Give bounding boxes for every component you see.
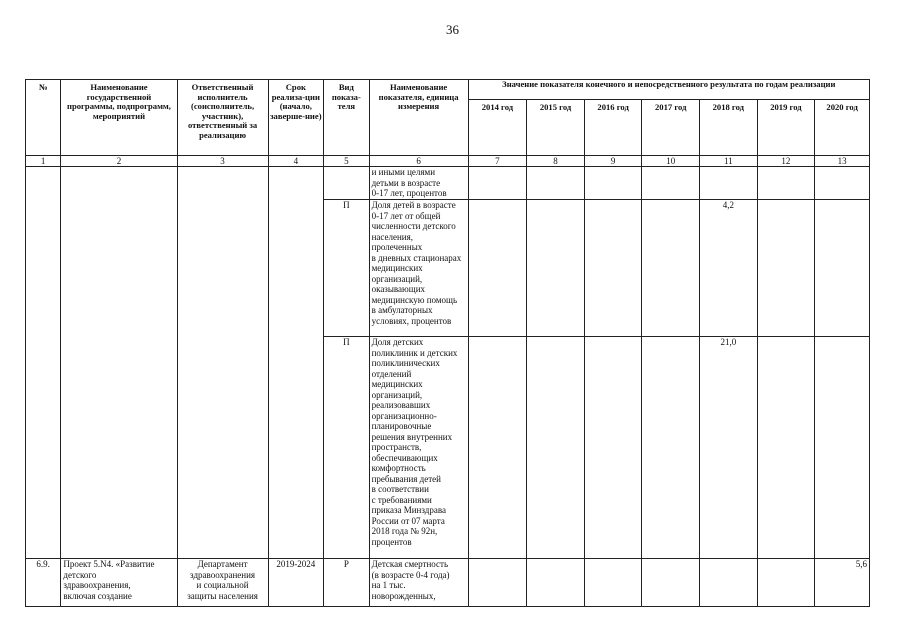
term-cell [268,167,324,559]
header-indicator: Наименование показателя, единица измерения [369,80,468,156]
value-cell [815,200,870,337]
value-cell [642,200,700,337]
value-cell [815,337,870,559]
value-cell [642,167,700,200]
header-year: 2015 год [527,100,585,156]
header-values-group: Значение показателя конечного и непосредственного результата по годам реализации [468,80,869,100]
value-cell [468,337,527,559]
term-cell: 2019-2024 [268,559,324,607]
value-cell [642,559,700,607]
header-year: 2020 год [815,100,870,156]
responsible-cell [177,167,268,559]
indicator-cell: Детская смертность (в возрасте 0-4 года) на 1 тыс. новорожденных, [369,559,468,607]
indicator-cell: Доля детей в возрасте 0-17 лет от общей численности детского населения, пролеченных в дневных стационарах медицинских организаций, оказывающих медицинскую помощь в амбулаторных условиях, процентов [369,200,468,337]
column-number: 9 [584,156,642,167]
column-number: 11 [700,156,758,167]
column-number: 3 [177,156,268,167]
program-cell: Проект 5.N4. «Развитие детского здравоохранения, включая создание [61,559,177,607]
value-cell [700,167,758,200]
header-term: Срок реализа-ции (начало, заверше-ние) [268,80,324,156]
column-number: 12 [757,156,815,167]
column-number: 6 [369,156,468,167]
header-year: 2016 год [584,100,642,156]
table-row [26,167,870,200]
value-cell [757,167,815,200]
value-cell [757,200,815,337]
column-number: 8 [527,156,585,167]
column-number: 13 [815,156,870,167]
value-cell [757,559,815,607]
indicator-cell: и иными целями детьми в возрасте 0-17 лет, процентов [369,167,468,200]
value-cell [584,167,642,200]
value-cell [468,200,527,337]
header-year: 2018 год [700,100,758,156]
kind-cell [324,167,369,200]
value-cell [584,200,642,337]
row-number: 6.9. [26,559,61,607]
value-cell [700,559,758,607]
table-row [26,559,870,607]
kind-cell: П [324,337,369,559]
value-cell [584,337,642,559]
value-cell [468,559,527,607]
value-cell: 21,0 [700,337,758,559]
program-cell [61,167,177,559]
value-cell [527,559,585,607]
value-cell [527,200,585,337]
value-cell [468,167,527,200]
value-cell [815,167,870,200]
value-cell [527,337,585,559]
value-cell [642,337,700,559]
row-number [26,167,61,559]
kind-cell: П [324,200,369,337]
header-number: № [26,80,61,156]
value-cell: 4,2 [700,200,758,337]
kind-cell: Р [324,559,369,607]
indicator-table [25,79,870,607]
column-number-row [26,156,870,167]
value-cell [584,559,642,607]
header-responsible: Ответственный исполнитель (соисполнитель, участник), ответственный за реализацию [177,80,268,156]
column-number: 1 [26,156,61,167]
responsible-cell: Департамент здравоохранения и социальной защиты населения [177,559,268,607]
value-cell [757,337,815,559]
header-kind: Вид показа-теля [324,80,369,156]
column-number: 10 [642,156,700,167]
page-number: 36 [446,22,459,37]
value-cell [527,167,585,200]
indicator-cell: Доля детских поликлиник и детских поликлинических отделений медицинских организаций, реализовавших организационно- планировочные решения внутренних пространств, обеспечивающих комфортность пребывания детей в соответствии с требованиями приказа Минздрава России от 07 марта 2018 года № 92н, процентов [369,337,468,559]
header-row-1 [26,80,870,100]
value-cell: 5,6 [815,559,870,607]
column-number: 4 [268,156,324,167]
header-year: 2019 год [757,100,815,156]
header-program: Наименование государственной программы, подпрограмм, мероприятий [61,80,177,156]
column-number: 2 [61,156,177,167]
header-year: 2017 год [642,100,700,156]
header-year: 2014 год [468,100,527,156]
column-number: 5 [324,156,369,167]
column-number: 7 [468,156,527,167]
